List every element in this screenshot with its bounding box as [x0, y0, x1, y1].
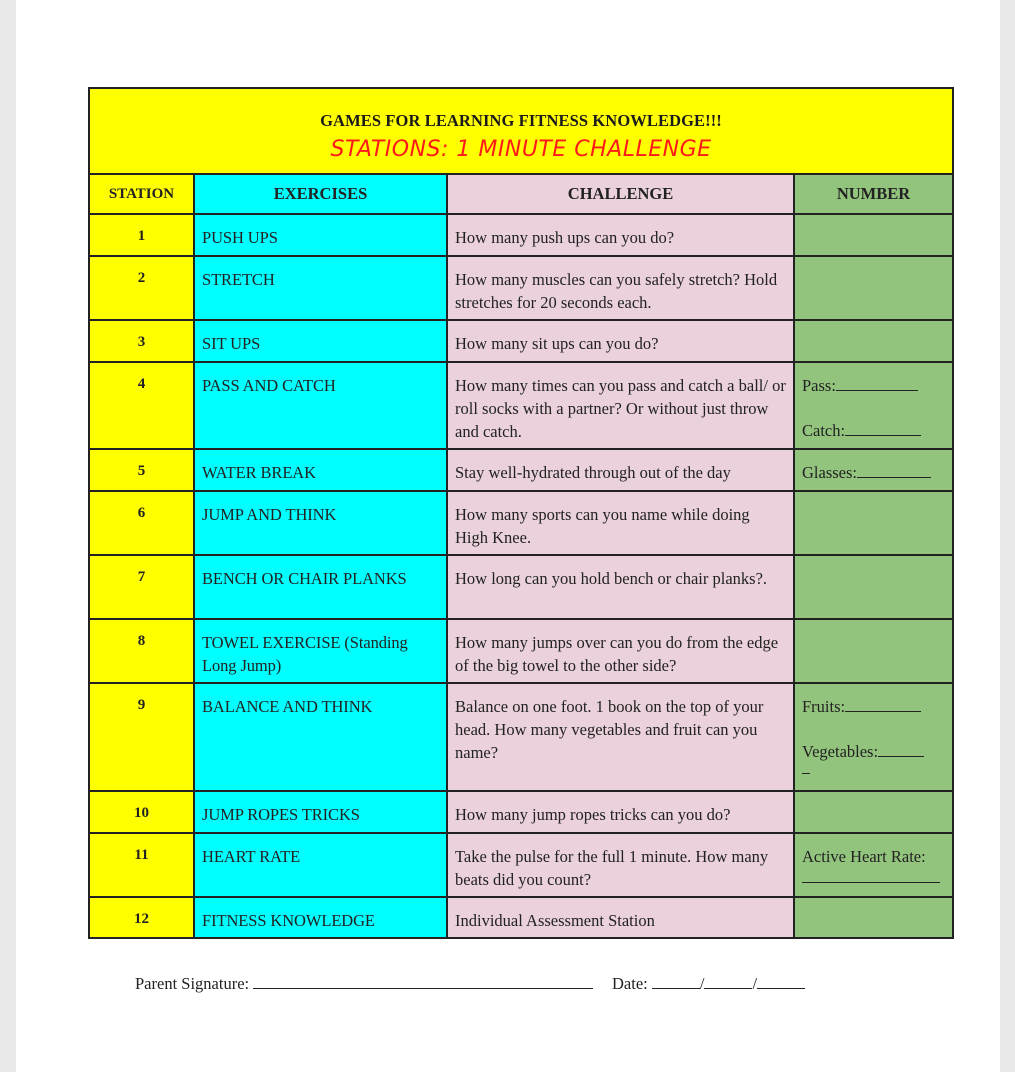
table-row [89, 256, 953, 320]
station-number: 1 [89, 214, 194, 256]
exercise-name: WATER BREAK [202, 463, 316, 482]
number-fields [795, 792, 952, 803]
answer-blank-continuation[interactable] [802, 763, 810, 774]
column-header-station: STATION [89, 174, 194, 214]
number-fields [795, 898, 952, 909]
challenge-text: How many jumps over can you do from the edge of the big towel to the other side? [455, 633, 779, 675]
table-row [89, 791, 953, 833]
number-cell[interactable] [794, 833, 953, 897]
answer-blank-line[interactable] [836, 375, 918, 391]
number-field-label: Active Heart Rate: [802, 847, 926, 866]
number-fields [795, 450, 952, 484]
table-row [89, 449, 953, 491]
exercise-cell [194, 619, 447, 683]
station-number: 11 [89, 833, 194, 897]
number-cell [794, 791, 953, 833]
station-number: 10 [89, 791, 194, 833]
signature-line[interactable] [253, 972, 593, 989]
exercise-name: PASS AND CATCH [202, 376, 336, 395]
number-cell [794, 491, 953, 555]
number-field-label: Fruits: [802, 697, 846, 716]
date-month-line[interactable] [652, 972, 700, 989]
date-day-line[interactable] [704, 972, 752, 989]
number-cell [794, 555, 953, 619]
table-row [89, 555, 953, 619]
number-field-label: Catch: [802, 421, 846, 440]
challenge-text: How many times can you pass and catch a ball/ or roll socks with a partner? Or without just throw and catch. [455, 376, 786, 441]
table-row [89, 491, 953, 555]
answer-blank-line[interactable] [845, 696, 921, 712]
number-field[interactable] [802, 419, 945, 442]
date-area [612, 972, 805, 994]
number-field-label: Pass: [802, 376, 836, 395]
date-separator: / [752, 974, 758, 993]
challenge-text: How many muscles can you safely stretch? Hold stretches for 20 seconds each. [455, 270, 778, 312]
exercise-cell [194, 683, 447, 791]
challenge-cell [447, 555, 794, 619]
column-header-challenge: CHALLENGE [447, 174, 794, 214]
number-cell [794, 320, 953, 362]
challenge-text: Stay well-hydrated through out of the day [455, 463, 731, 482]
number-cell[interactable] [794, 362, 953, 449]
challenge-text: Individual Assessment Station [455, 911, 655, 930]
table-row [89, 214, 953, 256]
exercise-cell [194, 449, 447, 491]
number-fields [795, 492, 952, 503]
number-fields [795, 620, 952, 631]
number-field-label: Glasses: [802, 463, 857, 482]
challenge-cell [447, 449, 794, 491]
station-number: 8 [89, 619, 194, 683]
exercise-name: PUSH UPS [202, 228, 278, 247]
exercise-cell [194, 555, 447, 619]
number-field-label: Vegetables: [802, 742, 879, 761]
number-field[interactable] [802, 740, 945, 763]
station-number: 9 [89, 683, 194, 791]
challenge-text: Balance on one foot. 1 book on the top of your head. How many vegetables and fruit can you name? [455, 697, 764, 762]
exercise-name: TOWEL EXERCISE (Standing Long Jump) [202, 633, 408, 675]
number-cell [794, 897, 953, 938]
signature-area [135, 972, 593, 994]
number-cell [794, 619, 953, 683]
signature-label: Parent Signature: [135, 974, 250, 993]
station-number: 7 [89, 555, 194, 619]
table-row [89, 897, 953, 938]
station-number: 4 [89, 362, 194, 449]
station-number: 2 [89, 256, 194, 320]
exercise-cell [194, 833, 447, 897]
number-fields [795, 257, 952, 268]
answer-blank-line[interactable] [878, 741, 924, 757]
header-row [89, 174, 953, 214]
date-label: Date: [612, 974, 648, 993]
number-fields [795, 556, 952, 567]
station-number: 3 [89, 320, 194, 362]
challenge-text: How long can you hold bench or chair planks?. [455, 569, 768, 588]
number-cell [794, 256, 953, 320]
exercise-cell [194, 256, 447, 320]
exercise-name: STRETCH [202, 270, 275, 289]
number-field[interactable] [802, 695, 945, 718]
challenge-cell [447, 833, 794, 897]
stations-table [88, 87, 954, 939]
page-subtitle: STATIONS: 1 MINUTE CHALLENGE [330, 136, 712, 162]
number-fields [795, 363, 952, 442]
number-fields [795, 321, 952, 332]
challenge-cell [447, 320, 794, 362]
exercise-cell [194, 491, 447, 555]
number-fields [795, 215, 952, 226]
exercise-cell [194, 320, 447, 362]
number-fields [795, 834, 952, 883]
challenge-text: How many jump ropes tricks can you do? [455, 805, 731, 824]
title-banner [89, 88, 953, 174]
challenge-text: How many sit ups can you do? [455, 334, 659, 353]
answer-blank-line[interactable] [845, 420, 921, 436]
exercise-cell [194, 214, 447, 256]
challenge-cell [447, 256, 794, 320]
number-field[interactable] [802, 374, 945, 397]
exercise-name: HEART RATE [202, 847, 301, 866]
number-field[interactable] [802, 461, 945, 484]
challenge-text: How many push ups can you do? [455, 228, 675, 247]
number-cell [794, 214, 953, 256]
table-row [89, 833, 953, 897]
challenge-cell [447, 491, 794, 555]
challenge-cell [447, 619, 794, 683]
challenge-text: How many sports can you name while doing High Knee. [455, 505, 750, 547]
exercise-cell [194, 791, 447, 833]
station-number: 12 [89, 897, 194, 938]
challenge-text: Take the pulse for the full 1 minute. How many beats did you count? [455, 847, 769, 889]
table-row [89, 362, 953, 449]
answer-blank-line[interactable] [802, 868, 940, 883]
exercise-name: SIT UPS [202, 334, 261, 353]
challenge-cell [447, 897, 794, 938]
exercise-name: BENCH OR CHAIR PLANKS [202, 569, 407, 588]
station-number: 5 [89, 449, 194, 491]
column-header-exercises: EXERCISES [194, 174, 447, 214]
answer-blank-line[interactable] [857, 462, 931, 478]
table-row [89, 619, 953, 683]
column-header-number: NUMBER [794, 174, 953, 214]
table-row [89, 320, 953, 362]
date-separator: / [699, 974, 705, 993]
table-body [89, 214, 953, 938]
challenge-cell [447, 791, 794, 833]
date-year-line[interactable] [757, 972, 805, 989]
title-row [89, 88, 953, 174]
number-fields [795, 684, 952, 774]
exercise-cell [194, 897, 447, 938]
number-field[interactable] [802, 845, 945, 868]
page-title: GAMES FOR LEARNING FITNESS KNOWLEDGE!!! [320, 110, 722, 130]
station-number: 6 [89, 491, 194, 555]
exercise-name: FITNESS KNOWLEDGE [202, 911, 375, 930]
number-cell[interactable] [794, 683, 953, 791]
exercise-name: BALANCE AND THINK [202, 697, 373, 716]
challenge-cell [447, 362, 794, 449]
table-row [89, 683, 953, 791]
challenge-cell [447, 214, 794, 256]
number-cell[interactable] [794, 449, 953, 491]
exercise-cell [194, 362, 447, 449]
exercise-name: JUMP AND THINK [202, 505, 337, 524]
challenge-cell [447, 683, 794, 791]
exercise-name: JUMP ROPES TRICKS [202, 805, 360, 824]
